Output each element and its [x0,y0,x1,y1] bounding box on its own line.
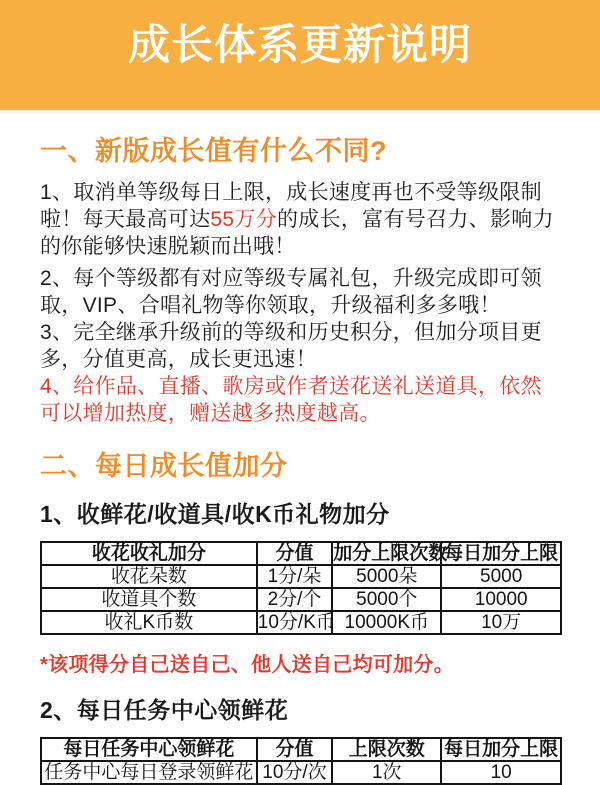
para-1-highlight-55w: 55万分 [210,208,277,231]
table-cell: 2分/个 [257,588,332,611]
table-header-row [41,542,561,565]
subsection2-title: 2、每日任务中心领鲜花 [40,697,289,723]
table-header-row [41,738,561,761]
table-header-cell: 每日加分上限 [441,542,561,565]
table-cell: 10分/次 [257,761,332,784]
table-header-cell: 上限次数 [332,738,441,761]
table-cell: 10万 [441,611,561,634]
subsection1-title: 1、收鲜花/收道具/收K币礼物加分 [40,501,390,527]
table-cell: 5000朵 [332,565,441,588]
para-level-gift-pack: 2、每个等级都有对应等级专属礼包，升级完成即可领取，VIP、合唱礼物等你领取，升级福利多多哦！ [40,267,542,317]
table-cell: 5000个 [332,588,441,611]
table-row [41,761,561,784]
table-note: *该项得分自己送自己、他人送自己均可加分。 [40,654,455,676]
table-header-cell: 收花收礼加分 [41,542,257,565]
para-send-gifts-heat: 4、给作品、直播、歌房或作者送花送礼送道具，依然可以增加热度，赠送越多热度越高。 [40,375,542,425]
table-cell: 收礼K币数 [41,611,257,634]
table-header-cell: 分值 [257,738,332,761]
table-cell: 收道具个数 [41,588,257,611]
gift-points-table [40,541,562,635]
daily-task-table [40,737,562,785]
table-header-cell: 加分上限次数 [333,543,448,564]
para-1-text-before: 1、取消单等级每日上限，成长速度再也不受等级限制啦！每天最高可达 [40,181,542,231]
table-cell: 1分/朵 [257,565,332,588]
table-cell: 10000 [441,588,561,611]
para-new-growth-cap [40,179,562,260]
table-cell: 10分/K币 [257,612,335,633]
content [0,113,600,785]
table-row [41,611,561,634]
para-inherit-points: 3、完全继承升级前的等级和历史积分，但加分项目更多，分值更高，成长更迅速！ [40,321,542,371]
header-banner [0,0,600,113]
table-cell: 任务中心每日登录领鲜花 [41,761,257,784]
table-cell: 1次 [332,761,441,784]
table-header-cell: 分值 [257,542,332,565]
table-cell: 10000K币 [332,611,441,634]
table-cell: 5000 [441,565,561,588]
para-1-text-after: 的成长，富有号召力、影响力的你能够快速脱颖而出哦！ [40,208,554,258]
section1-heading: 一、新版成长值有什么不同? [40,136,387,166]
table-header-cell: 每日任务中心领鲜花 [41,738,257,761]
table-header-cell: 每日加分上限 [441,738,561,761]
table-row [41,588,561,611]
table-cell: 10 [441,761,561,784]
table-row [41,565,561,588]
page-title: 成长体系更新说明 [127,21,472,68]
table-cell: 收花朵数 [41,565,257,588]
section2-heading: 二、每日成长值加分 [40,451,288,481]
